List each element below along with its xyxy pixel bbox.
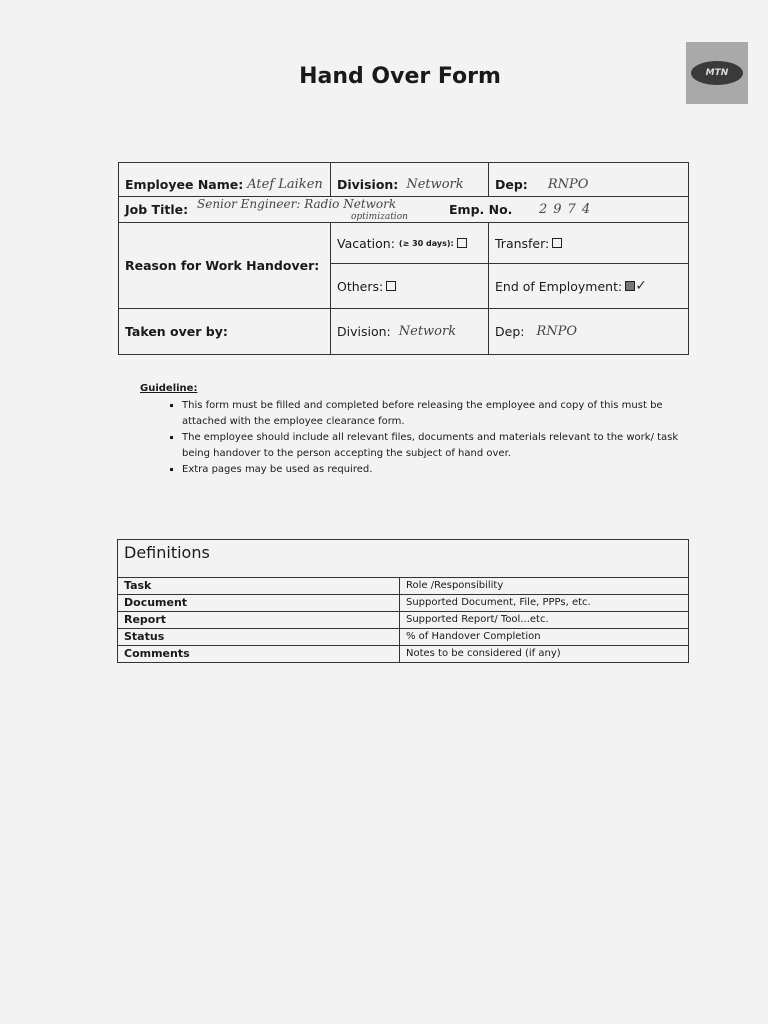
taken-dep-cell — [488, 308, 689, 355]
mtn-logo — [686, 42, 748, 104]
vacation-checkbox[interactable] — [457, 238, 467, 248]
definition-desc: Role /Responsibility — [399, 577, 689, 595]
definition-term: Document — [117, 594, 400, 612]
division-label: Division: — [337, 177, 399, 192]
check-mark-icon: ✓ — [635, 278, 647, 294]
division-cell — [330, 162, 489, 197]
guideline-item: ▪ The employee should include all relevant files, documents and materials relevant to the work/ task being handover to the person accepting the subject of hand over. — [182, 430, 702, 462]
end-of-employment-checkbox-checked[interactable] — [625, 281, 635, 291]
division-value: Network — [406, 177, 464, 192]
definition-desc: % of Handover Completion — [399, 628, 689, 646]
emp-no-label: Emp. No. — [449, 202, 513, 217]
job-title-value-line2: optimization — [351, 212, 408, 222]
end-of-employment-label: End of Employment: — [495, 278, 623, 294]
dep-cell — [488, 162, 689, 197]
definition-term: Comments — [117, 645, 400, 663]
job-title-label: Job Title: — [125, 202, 189, 217]
taken-division-label: Division: — [337, 324, 391, 339]
vacation-note: (≥ 30 days): — [398, 238, 454, 248]
definitions-heading: Definitions — [117, 539, 689, 578]
employee-name-value: Atef Laiken — [247, 177, 323, 192]
definition-desc: Supported Document, File, PPPs, etc. — [399, 594, 689, 612]
taken-dep-value: RNPO — [536, 324, 578, 339]
taken-over-label: Taken over by: — [118, 308, 331, 355]
definition-term: Status — [117, 628, 400, 646]
end-of-employment-option[interactable] — [488, 263, 689, 309]
guideline-item: ▪ Extra pages may be used as required. — [182, 462, 702, 478]
job-title-row — [118, 196, 689, 223]
transfer-option[interactable] — [488, 222, 689, 264]
guideline-list — [150, 398, 702, 478]
guideline-item: ▪ This form must be filled and completed before releasing the employee and copy of this must be attached with the employee clearance form. — [182, 398, 702, 430]
others-checkbox[interactable] — [386, 281, 396, 291]
taken-division-cell — [330, 308, 489, 355]
mtn-logo-text: MTN — [691, 61, 743, 85]
definition-desc: Notes to be considered (if any) — [399, 645, 689, 663]
reason-label: Reason for Work Handover: — [118, 222, 331, 309]
others-label: Others: — [337, 278, 384, 294]
transfer-checkbox[interactable] — [552, 238, 562, 248]
guideline-heading: Guideline: — [140, 383, 198, 394]
definition-desc: Supported Report/ Tool...etc. — [399, 611, 689, 629]
taken-division-value: Network — [398, 324, 457, 339]
dep-label: Dep: — [495, 177, 528, 192]
job-title-value: Senior Engineer: Radio Network — [197, 197, 397, 211]
transfer-label: Transfer: — [495, 235, 550, 251]
emp-no-value: 2974 — [539, 202, 597, 217]
others-option[interactable] — [330, 263, 489, 309]
vacation-label: Vacation: — [337, 235, 395, 251]
dep-value: RNPO — [547, 177, 589, 192]
definition-term: Report — [117, 611, 400, 629]
taken-dep-label: Dep: — [495, 324, 525, 339]
definition-term: Task — [117, 577, 400, 595]
employee-name-label: Employee Name: — [125, 177, 244, 192]
employee-name-cell — [118, 162, 331, 197]
vacation-option[interactable] — [330, 222, 489, 264]
page-title: Hand Over Form — [299, 64, 501, 89]
